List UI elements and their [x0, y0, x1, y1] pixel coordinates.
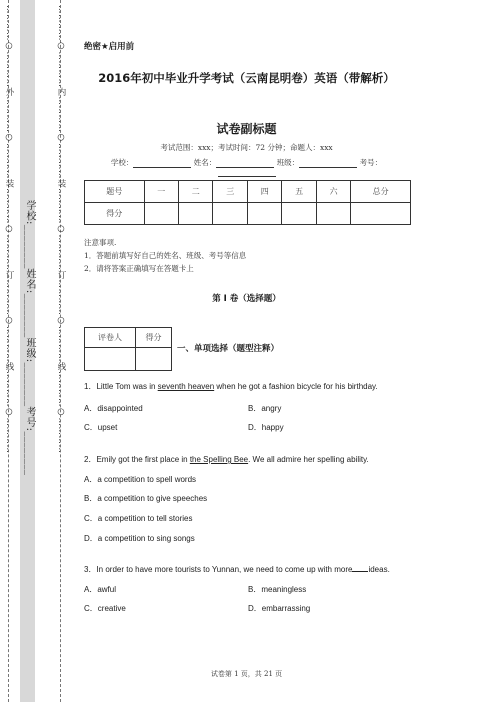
exam-subtitle: 试卷副标题	[216, 122, 277, 136]
option-d[interactable]: D．embarrassing	[248, 604, 311, 613]
question-text: when he got a fashion bicycle for his birthday.	[214, 382, 378, 391]
page-footer: 试卷第 1 页，共 21 页	[210, 670, 283, 678]
grader-cell[interactable]	[136, 348, 172, 371]
score-header-cell: 总分	[351, 181, 411, 203]
score-cell[interactable]	[282, 203, 316, 225]
score-header-cell: 三	[213, 181, 247, 203]
inner-margin-label: …………○…………内…………○…………装…………○…………订…………○…………线…………○…………	[56, 5, 66, 454]
school-blank[interactable]	[133, 159, 191, 168]
option-b[interactable]: B．angry	[248, 404, 282, 413]
name-label: 姓名：	[193, 158, 217, 167]
id-label: 考号：	[359, 158, 383, 167]
score-cell[interactable]	[247, 203, 281, 225]
question-text: 1．Little Tom was in	[84, 382, 158, 391]
grader-table	[84, 327, 172, 371]
score-cell[interactable]	[351, 203, 411, 225]
score-header-cell: 六	[316, 181, 350, 203]
question-text: 2．Emily got the first place in	[84, 455, 190, 464]
grader-cell[interactable]	[85, 348, 136, 371]
option-a[interactable]: A．disappointed	[84, 404, 143, 413]
question-underlined: the Spelling Bee	[189, 455, 249, 464]
option-c[interactable]: C．creative	[84, 604, 126, 613]
score-cell[interactable]	[179, 203, 213, 225]
question-text: 3．In order to have more tourists to Yunnan, we need to come up with more	[84, 565, 353, 574]
school-label: 学校：	[110, 158, 134, 167]
option-b[interactable]: B．a competition to give speeches	[84, 494, 208, 503]
option-d[interactable]: D．happy	[248, 423, 284, 432]
score-cell[interactable]	[316, 203, 350, 225]
question-2	[84, 454, 369, 465]
section-title: 第 I 卷（选择题）	[212, 294, 281, 304]
notice-item: 1．答题前填写好自己的姓名、班级、考号等信息	[84, 251, 247, 260]
option-c[interactable]: C．a competition to tell stories	[84, 514, 193, 523]
secret-label: 绝密★启用前	[84, 42, 135, 52]
binding-margin	[0, 0, 70, 702]
id-blank[interactable]	[218, 168, 276, 177]
option-c[interactable]: C．upset	[84, 423, 118, 432]
question-3	[84, 564, 390, 575]
class-blank[interactable]	[299, 159, 357, 168]
score-header-row	[85, 181, 411, 203]
student-fields-row	[84, 157, 409, 177]
score-header-cell: 二	[179, 181, 213, 203]
class-label: 班级：	[276, 158, 300, 167]
score-row-label: 得分	[85, 203, 145, 225]
option-d[interactable]: D．a competition to sing songs	[84, 534, 195, 543]
option-a[interactable]: A．a competition to spell words	[84, 475, 197, 484]
score-header-cell: 题号	[85, 181, 145, 203]
name-blank[interactable]	[216, 159, 274, 168]
score-header-cell: 五	[282, 181, 316, 203]
student-info-fields: 学校:________姓名:________班级:________考号:________	[24, 200, 35, 476]
question-1	[84, 381, 378, 392]
grader-header: 评卷人	[85, 328, 136, 348]
score-row	[85, 203, 411, 225]
grader-header: 得分	[136, 328, 172, 348]
option-a[interactable]: A．awful	[84, 585, 117, 594]
part-title: 一、单项选择（题型注释）	[177, 344, 280, 354]
score-cell[interactable]	[213, 203, 247, 225]
outer-margin-label: …………○…………外…………○…………装…………○…………订…………○…………线…………○…………	[4, 5, 14, 454]
score-header-cell: 四	[247, 181, 281, 203]
notice-title: 注意事项.	[84, 238, 117, 247]
notice-item: 2．请将答案正确填写在答题卡上	[84, 264, 194, 273]
score-table	[84, 180, 411, 225]
question-underlined: seventh heaven	[157, 382, 215, 391]
exam-info: 考试范围：xxx；考试时间：72 分钟；命题人：xxx	[160, 143, 333, 152]
question-text: . We all admire her spelling ability.	[248, 455, 369, 464]
answer-blank[interactable]	[352, 564, 368, 572]
notice-block	[84, 236, 246, 275]
exam-title: 2016年初中毕业升学考试（云南昆明卷）英语（带解析）	[98, 71, 395, 85]
question-text: ideas.	[368, 565, 390, 574]
score-cell[interactable]	[144, 203, 178, 225]
option-b[interactable]: B．meaningless	[248, 585, 307, 594]
score-header-cell: 一	[144, 181, 178, 203]
